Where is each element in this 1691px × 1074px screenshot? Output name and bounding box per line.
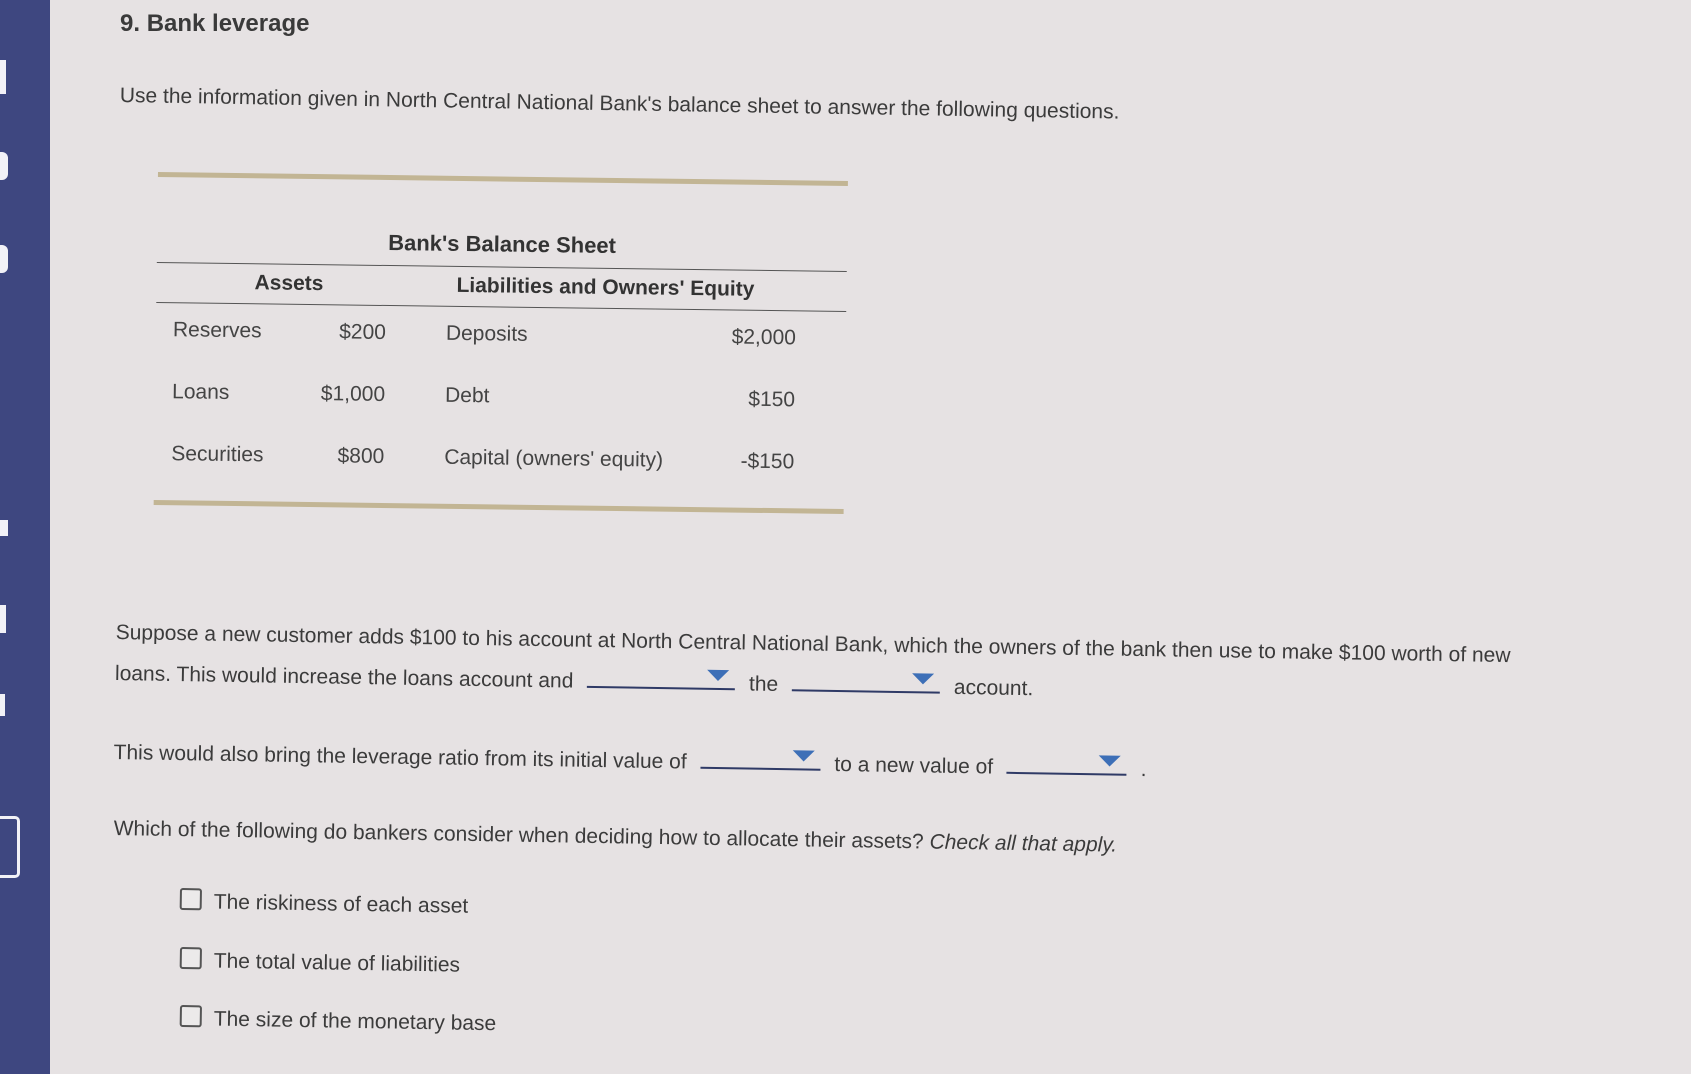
- balance-sheet-title: Bank's Balance Sheet: [388, 230, 617, 258]
- dropdown-arrow-icon: [1099, 755, 1121, 766]
- checkbox[interactable]: [180, 1005, 202, 1027]
- table-bottom-bar: [154, 500, 844, 514]
- checkbox-option[interactable]: [180, 888, 469, 919]
- asset-value: $800: [337, 444, 385, 468]
- liabilities-header: Liabilities and Owners' Equity: [456, 273, 755, 301]
- second-account-dropdown[interactable]: [792, 663, 940, 693]
- balance-sheet-table: [153, 172, 848, 561]
- intro-text: Use the information given in North Central National Bank's balance sheet to answer the following questions.: [119, 84, 1120, 124]
- sidebar-marker: [0, 60, 6, 94]
- sidebar-marker: [0, 520, 8, 536]
- leverage-text-mid: to a new value of: [834, 752, 994, 779]
- sidebar-marker: [0, 152, 8, 180]
- liability-label: Debt: [444, 383, 490, 408]
- leverage-text-end: .: [1140, 758, 1147, 782]
- checkbox[interactable]: [180, 888, 202, 910]
- checkbox-label: The riskiness of each asset: [213, 890, 469, 918]
- checkbox-label: The total value of liabilities: [213, 949, 461, 977]
- asset-value: $200: [339, 320, 387, 344]
- sidebar-marker: [0, 694, 5, 716]
- scenario-line-1: Suppose a new customer adds $100 to his account at North Central National Bank, which the owners of the bank then use to make $100 worth of new: [115, 620, 1511, 668]
- asset-label: Securities: [171, 442, 264, 467]
- allocation-instruction: Check all that apply.: [929, 830, 1118, 857]
- asset-value: $1,000: [320, 382, 386, 406]
- question-title-text: Bank leverage: [146, 10, 310, 37]
- current-question-indicator[interactable]: [0, 816, 20, 878]
- dropdown-arrow-icon: [793, 750, 815, 761]
- left-sidebar: [0, 0, 50, 1074]
- liability-label: Capital (owners' equity): [444, 445, 664, 472]
- initial-leverage-dropdown[interactable]: [700, 741, 820, 771]
- scenario-text-start: loans. This would increase the loans account and: [114, 661, 574, 693]
- scenario-text-mid: the: [748, 672, 779, 696]
- checkbox-label: The size of the monetary base: [213, 1007, 497, 1036]
- scenario-text-end: account.: [953, 675, 1034, 701]
- allocation-question-text: Which of the following do bankers consider when deciding how to allocate their assets?: [113, 816, 924, 854]
- leverage-text-start: This would also bring the leverage ratio from its initial value of: [113, 740, 687, 774]
- header-divider: [156, 302, 846, 312]
- dropdown-arrow-icon: [707, 670, 729, 681]
- liability-label: Deposits: [445, 321, 528, 346]
- liability-value: $150: [748, 387, 796, 412]
- checkbox-option[interactable]: [180, 1005, 497, 1036]
- checkbox[interactable]: [180, 947, 202, 969]
- increase-account-dropdown[interactable]: [587, 660, 735, 690]
- question-number: 9.: [120, 10, 141, 37]
- assets-header: Assets: [254, 271, 324, 296]
- asset-label: Loans: [171, 380, 230, 404]
- sidebar-marker: [0, 245, 8, 273]
- liability-value: $2,000: [731, 325, 797, 350]
- dropdown-arrow-icon: [912, 673, 934, 684]
- sidebar-marker: [0, 605, 6, 633]
- question-title: [120, 10, 309, 38]
- asset-label: Reserves: [172, 318, 262, 343]
- new-leverage-dropdown[interactable]: [1007, 746, 1127, 776]
- liability-value: -$150: [740, 449, 795, 474]
- checkbox-option[interactable]: [180, 947, 461, 978]
